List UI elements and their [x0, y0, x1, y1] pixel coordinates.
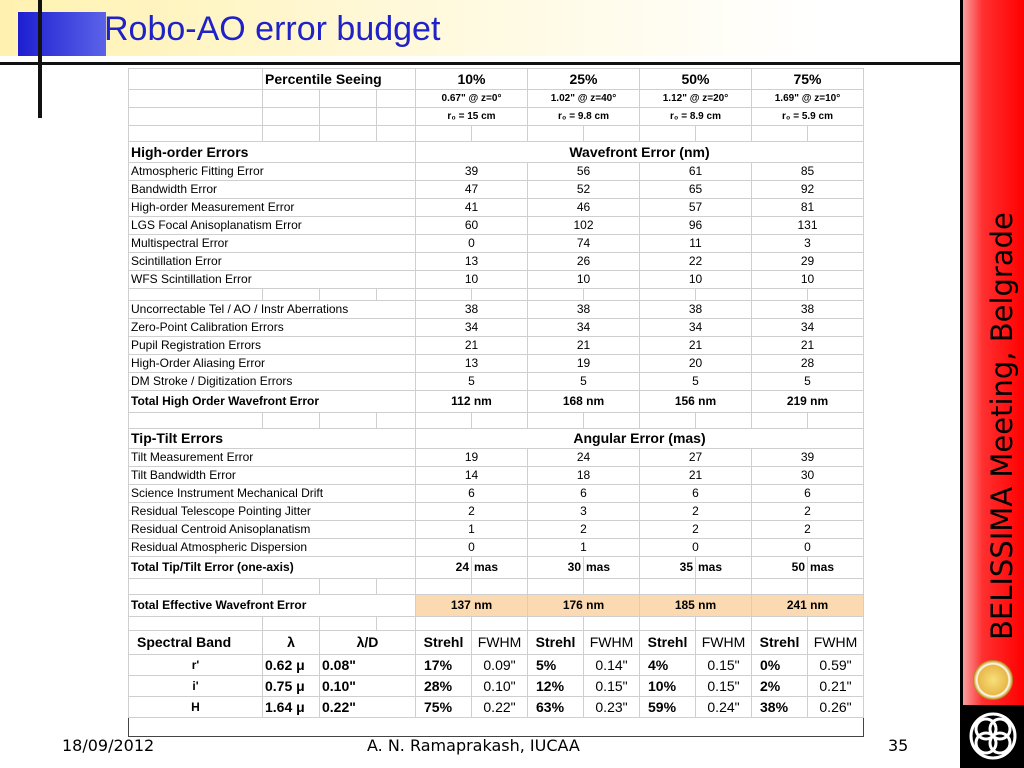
error-value: 34	[416, 319, 528, 337]
empty-cell	[129, 69, 263, 90]
fwhm-value: 0.14"	[584, 655, 640, 676]
error-value: 34	[640, 319, 752, 337]
empty-cell	[416, 289, 472, 301]
total-high-order-value: 156 nm	[640, 391, 752, 413]
fwhm-value: 0.26"	[808, 697, 864, 718]
error-label: Tilt Bandwidth Error	[129, 467, 416, 485]
error-value: 11	[640, 235, 752, 253]
error-value: 6	[640, 485, 752, 503]
error-value: 38	[416, 301, 528, 319]
error-value: 30	[752, 467, 864, 485]
empty-cell	[640, 289, 696, 301]
mas-unit: mas	[472, 557, 528, 579]
table-row	[129, 199, 864, 217]
table-row	[129, 373, 864, 391]
error-value: 21	[752, 337, 864, 355]
spacer-row	[129, 579, 864, 595]
empty-cell	[377, 579, 416, 595]
seeing-0: 0.67" @ z=0°	[416, 90, 528, 108]
strehl-value: 5%	[528, 655, 584, 676]
lambda-label: λ	[263, 631, 320, 655]
empty-cell	[808, 579, 864, 595]
error-value: 2	[640, 521, 752, 539]
table-row	[129, 503, 864, 521]
empty-cell	[320, 617, 377, 631]
band-lambda: 0.62 μ	[263, 655, 320, 676]
table-row	[129, 235, 864, 253]
error-value: 21	[640, 337, 752, 355]
strehl-value: 0%	[752, 655, 808, 676]
empty-cell	[129, 579, 263, 595]
error-value: 96	[640, 217, 752, 235]
empty-cell	[263, 108, 320, 126]
seeing-row	[129, 90, 864, 108]
fwhm-value: 0.22"	[472, 697, 528, 718]
fwhm-label: FWHM	[808, 631, 864, 655]
fwhm-value: 0.15"	[584, 676, 640, 697]
empty-cell	[696, 126, 752, 142]
r0-2: r₀ = 8.9 cm	[640, 108, 752, 126]
fwhm-label: FWHM	[696, 631, 752, 655]
empty-cell	[377, 108, 416, 126]
error-value: 20	[640, 355, 752, 373]
r0-3: r₀ = 5.9 cm	[752, 108, 864, 126]
spectral-band-label: Spectral Band	[129, 631, 263, 655]
high-order-header: High-order Errors	[129, 142, 416, 163]
strehl-value: 10%	[640, 676, 696, 697]
empty-cell	[416, 413, 472, 429]
error-value: 131	[752, 217, 864, 235]
empty-cell	[377, 126, 416, 142]
error-label: Residual Centroid Anisoplanatism	[129, 521, 416, 539]
empty-cell	[377, 90, 416, 108]
error-value: 22	[640, 253, 752, 271]
empty-cell	[377, 413, 416, 429]
table-row	[129, 217, 864, 235]
strehl-label: Strehl	[528, 631, 584, 655]
error-value: 24	[528, 449, 640, 467]
table-row	[129, 337, 864, 355]
empty-cell	[584, 126, 640, 142]
r0-0: r₀ = 15 cm	[416, 108, 528, 126]
empty-cell	[416, 579, 472, 595]
error-value: 38	[752, 301, 864, 319]
error-value: 92	[752, 181, 864, 199]
empty-cell	[263, 90, 320, 108]
spacer-row	[129, 126, 864, 142]
error-value: 18	[528, 467, 640, 485]
strehl-value: 28%	[416, 676, 472, 697]
empty-cell	[584, 413, 640, 429]
error-value: 102	[528, 217, 640, 235]
empty-cell	[472, 289, 528, 301]
error-value: 6	[528, 485, 640, 503]
error-value: 6	[416, 485, 528, 503]
strehl-label: Strehl	[416, 631, 472, 655]
error-value: 14	[416, 467, 528, 485]
empty-cell	[808, 126, 864, 142]
table-row	[129, 485, 864, 503]
empty-cell	[528, 413, 584, 429]
empty-cell	[129, 126, 263, 142]
error-value: 65	[640, 181, 752, 199]
total-effective-value: 137 nm	[416, 595, 528, 617]
error-value: 2	[528, 521, 640, 539]
total-tip-tilt-label: Total Tip/Tilt Error (one-axis)	[129, 557, 416, 579]
strehl-value: 63%	[528, 697, 584, 718]
table-row	[129, 319, 864, 337]
empty-cell	[263, 579, 320, 595]
error-value: 74	[528, 235, 640, 253]
total-effective-label: Total Effective Wavefront Error	[129, 595, 416, 617]
error-value: 21	[640, 467, 752, 485]
empty-cell	[752, 126, 808, 142]
empty-cell	[416, 126, 472, 142]
band-lambda: 0.75 μ	[263, 676, 320, 697]
percentile-seeing-label: Percentile Seeing	[263, 69, 416, 90]
spacer-row	[129, 289, 864, 301]
error-value: 38	[528, 301, 640, 319]
error-value: 52	[528, 181, 640, 199]
error-value: 3	[752, 235, 864, 253]
strehl-value: 12%	[528, 676, 584, 697]
percentile-2: 50%	[640, 69, 752, 90]
empty-cell	[129, 108, 263, 126]
strehl-value: 59%	[640, 697, 696, 718]
total-effective-value: 176 nm	[528, 595, 640, 617]
empty-cell	[416, 617, 472, 631]
error-value: 29	[752, 253, 864, 271]
error-value: 5	[416, 373, 528, 391]
strehl-value: 4%	[640, 655, 696, 676]
error-label: Tilt Measurement Error	[129, 449, 416, 467]
strehl-value: 17%	[416, 655, 472, 676]
table-row	[129, 253, 864, 271]
empty-cell	[377, 617, 416, 631]
section-row	[129, 429, 864, 449]
empty-cell	[263, 413, 320, 429]
empty-cell	[696, 413, 752, 429]
title-accent-square	[18, 12, 106, 56]
side-divider	[960, 0, 963, 768]
strehl-label: Strehl	[640, 631, 696, 655]
strehl-value: 2%	[752, 676, 808, 697]
band-name: H	[129, 697, 263, 718]
seeing-1: 1.02" @ z=40°	[528, 90, 640, 108]
empty-cell	[640, 413, 696, 429]
error-value: 34	[528, 319, 640, 337]
fwhm-label: FWHM	[472, 631, 528, 655]
error-value: 13	[416, 253, 528, 271]
total-high-order-value: 112 nm	[416, 391, 528, 413]
footer-date: 18/09/2012	[62, 736, 155, 755]
empty-cell	[752, 413, 808, 429]
error-value: 39	[752, 449, 864, 467]
empty-cell	[640, 126, 696, 142]
total-high-row	[129, 391, 864, 413]
empty-cell	[696, 579, 752, 595]
error-value: 2	[640, 503, 752, 521]
band-row	[129, 676, 864, 697]
fwhm-value: 0.23"	[584, 697, 640, 718]
lambda-d-label: λ/D	[320, 631, 416, 655]
table-row	[129, 521, 864, 539]
footer-page-number: 35	[888, 736, 909, 755]
band-row	[129, 655, 864, 676]
error-value: 0	[752, 539, 864, 557]
empty-cell	[472, 413, 528, 429]
fwhm-value: 0.09"	[472, 655, 528, 676]
table-row	[129, 539, 864, 557]
spacer-row	[129, 617, 864, 631]
empty-cell	[320, 579, 377, 595]
empty-cell	[472, 617, 528, 631]
error-label: LGS Focal Anisoplanatism Error	[129, 217, 416, 235]
slide-title: Robo-AO error budget	[104, 10, 441, 48]
error-value: 0	[416, 539, 528, 557]
fwhm-value: 0.15"	[696, 655, 752, 676]
empty-cell	[129, 289, 263, 301]
empty-cell	[528, 126, 584, 142]
total-high-order-label: Total High Order Wavefront Error	[129, 391, 416, 413]
fwhm-value: 0.21"	[808, 676, 864, 697]
band-name: r'	[129, 655, 263, 676]
error-value: 0	[640, 539, 752, 557]
error-value: 5	[528, 373, 640, 391]
empty-cell	[808, 289, 864, 301]
empty-cell	[320, 413, 377, 429]
empty-cell	[808, 413, 864, 429]
empty-cell	[528, 579, 584, 595]
error-value: 5	[752, 373, 864, 391]
empty-cell	[377, 289, 416, 301]
error-value: 27	[640, 449, 752, 467]
empty-cell	[696, 289, 752, 301]
total-tip-tilt-value: 24	[416, 557, 472, 579]
error-value: 1	[416, 521, 528, 539]
empty-cell	[472, 579, 528, 595]
error-value: 60	[416, 217, 528, 235]
error-value: 10	[528, 271, 640, 289]
empty-cell	[584, 289, 640, 301]
footer-author: A. N. Ramaprakash, IUCAA	[367, 736, 580, 755]
side-meeting-text: BELISSIMA Meeting, Belgrade	[985, 212, 1019, 640]
error-value: 41	[416, 199, 528, 217]
band-lambda-d: 0.08"	[320, 655, 416, 676]
strehl-value: 38%	[752, 697, 808, 718]
error-value: 21	[528, 337, 640, 355]
seeing-3: 1.69" @ z=10°	[752, 90, 864, 108]
fwhm-value: 0.10"	[472, 676, 528, 697]
table-row	[129, 467, 864, 485]
error-value: 39	[416, 163, 528, 181]
error-label: Zero-Point Calibration Errors	[129, 319, 416, 337]
empty-cell	[640, 617, 696, 631]
empty-cell	[528, 289, 584, 301]
band-lambda-d: 0.22"	[320, 697, 416, 718]
empty-cell	[808, 617, 864, 631]
section-row	[129, 142, 864, 163]
error-value: 2	[416, 503, 528, 521]
total-high-order-value: 168 nm	[528, 391, 640, 413]
error-value: 0	[416, 235, 528, 253]
empty-cell	[263, 289, 320, 301]
error-label: Atmospheric Fitting Error	[129, 163, 416, 181]
error-value: 57	[640, 199, 752, 217]
empty-cell	[584, 579, 640, 595]
error-value: 21	[416, 337, 528, 355]
error-value: 10	[752, 271, 864, 289]
table-row	[129, 301, 864, 319]
empty-cell	[584, 617, 640, 631]
error-value: 2	[752, 521, 864, 539]
empty-cell	[320, 108, 377, 126]
error-value: 26	[528, 253, 640, 271]
percentile-1: 25%	[528, 69, 640, 90]
tip-tilt-header: Tip-Tilt Errors	[129, 429, 416, 449]
strehl-label: Strehl	[752, 631, 808, 655]
empty-cell	[320, 289, 377, 301]
empty-cell	[752, 617, 808, 631]
error-label: DM Stroke / Digitization Errors	[129, 373, 416, 391]
fwhm-value: 0.24"	[696, 697, 752, 718]
mas-unit: mas	[808, 557, 864, 579]
empty-cell	[129, 90, 263, 108]
band-name: i'	[129, 676, 263, 697]
fwhm-value: 0.15"	[696, 676, 752, 697]
percentile-3: 75%	[752, 69, 864, 90]
total-tiptilt-row	[129, 557, 864, 579]
empty-cell	[528, 617, 584, 631]
error-value: 10	[416, 271, 528, 289]
error-value: 81	[752, 199, 864, 217]
empty-cell	[129, 413, 263, 429]
header-row	[129, 69, 864, 90]
error-label: WFS Scintillation Error	[129, 271, 416, 289]
error-label: Uncorrectable Tel / AO / Instr Aberrations	[129, 301, 416, 319]
error-label: Multispectral Error	[129, 235, 416, 253]
title-horizontal-rule	[0, 62, 960, 65]
error-label: High-order Measurement Error	[129, 199, 416, 217]
error-label: Bandwidth Error	[129, 181, 416, 199]
empty-cell	[640, 579, 696, 595]
total-high-order-value: 219 nm	[752, 391, 864, 413]
percentile-0: 10%	[416, 69, 528, 90]
total-tip-tilt-value: 30	[528, 557, 584, 579]
table-row	[129, 449, 864, 467]
mas-unit: mas	[584, 557, 640, 579]
spacer-row	[129, 413, 864, 429]
table-row	[129, 181, 864, 199]
total-effective-row	[129, 595, 864, 617]
error-value: 6	[752, 485, 864, 503]
total-tip-tilt-value: 50	[752, 557, 808, 579]
knot-logo-icon	[962, 705, 1024, 768]
error-value: 34	[752, 319, 864, 337]
error-value: 10	[640, 271, 752, 289]
error-value: 28	[752, 355, 864, 373]
error-label: Science Instrument Mechanical Drift	[129, 485, 416, 503]
title-vertical-rule	[38, 0, 42, 118]
r0-1: r₀ = 9.8 cm	[528, 108, 640, 126]
mas-unit: mas	[696, 557, 752, 579]
empty-cell	[472, 126, 528, 142]
error-budget-table	[128, 68, 864, 718]
error-label: Residual Atmospheric Dispersion	[129, 539, 416, 557]
empty-cell	[263, 617, 320, 631]
empty-cell	[752, 579, 808, 595]
error-label: High-Order Aliasing Error	[129, 355, 416, 373]
angular-error-header: Angular Error (mas)	[416, 429, 864, 449]
empty-cell	[320, 126, 377, 142]
error-value: 38	[640, 301, 752, 319]
total-tip-tilt-value: 35	[640, 557, 696, 579]
error-value: 85	[752, 163, 864, 181]
error-value: 47	[416, 181, 528, 199]
empty-cell	[752, 289, 808, 301]
institute-seal-icon	[973, 660, 1013, 700]
error-label: Pupil Registration Errors	[129, 337, 416, 355]
fwhm-value: 0.59"	[808, 655, 864, 676]
error-value: 2	[752, 503, 864, 521]
strehl-value: 75%	[416, 697, 472, 718]
error-value: 19	[528, 355, 640, 373]
band-lambda: 1.64 μ	[263, 697, 320, 718]
wavefront-header: Wavefront Error (nm)	[416, 142, 864, 163]
empty-cell	[696, 617, 752, 631]
error-value: 56	[528, 163, 640, 181]
seeing-2: 1.12" @ z=20°	[640, 90, 752, 108]
error-value: 61	[640, 163, 752, 181]
table-row	[129, 355, 864, 373]
error-value: 46	[528, 199, 640, 217]
table-row	[129, 271, 864, 289]
band-lambda-d: 0.10"	[320, 676, 416, 697]
error-value: 13	[416, 355, 528, 373]
error-label: Residual Telescope Pointing Jitter	[129, 503, 416, 521]
band-row	[129, 697, 864, 718]
empty-cell	[320, 90, 377, 108]
error-value: 1	[528, 539, 640, 557]
error-label: Scintillation Error	[129, 253, 416, 271]
r0-row	[129, 108, 864, 126]
total-effective-value: 241 nm	[752, 595, 864, 617]
error-value: 19	[416, 449, 528, 467]
empty-cell	[263, 126, 320, 142]
total-effective-value: 185 nm	[640, 595, 752, 617]
empty-cell	[129, 617, 263, 631]
error-value: 5	[640, 373, 752, 391]
spectral-header-row	[129, 631, 864, 655]
table-row	[129, 163, 864, 181]
error-value: 3	[528, 503, 640, 521]
fwhm-label: FWHM	[584, 631, 640, 655]
